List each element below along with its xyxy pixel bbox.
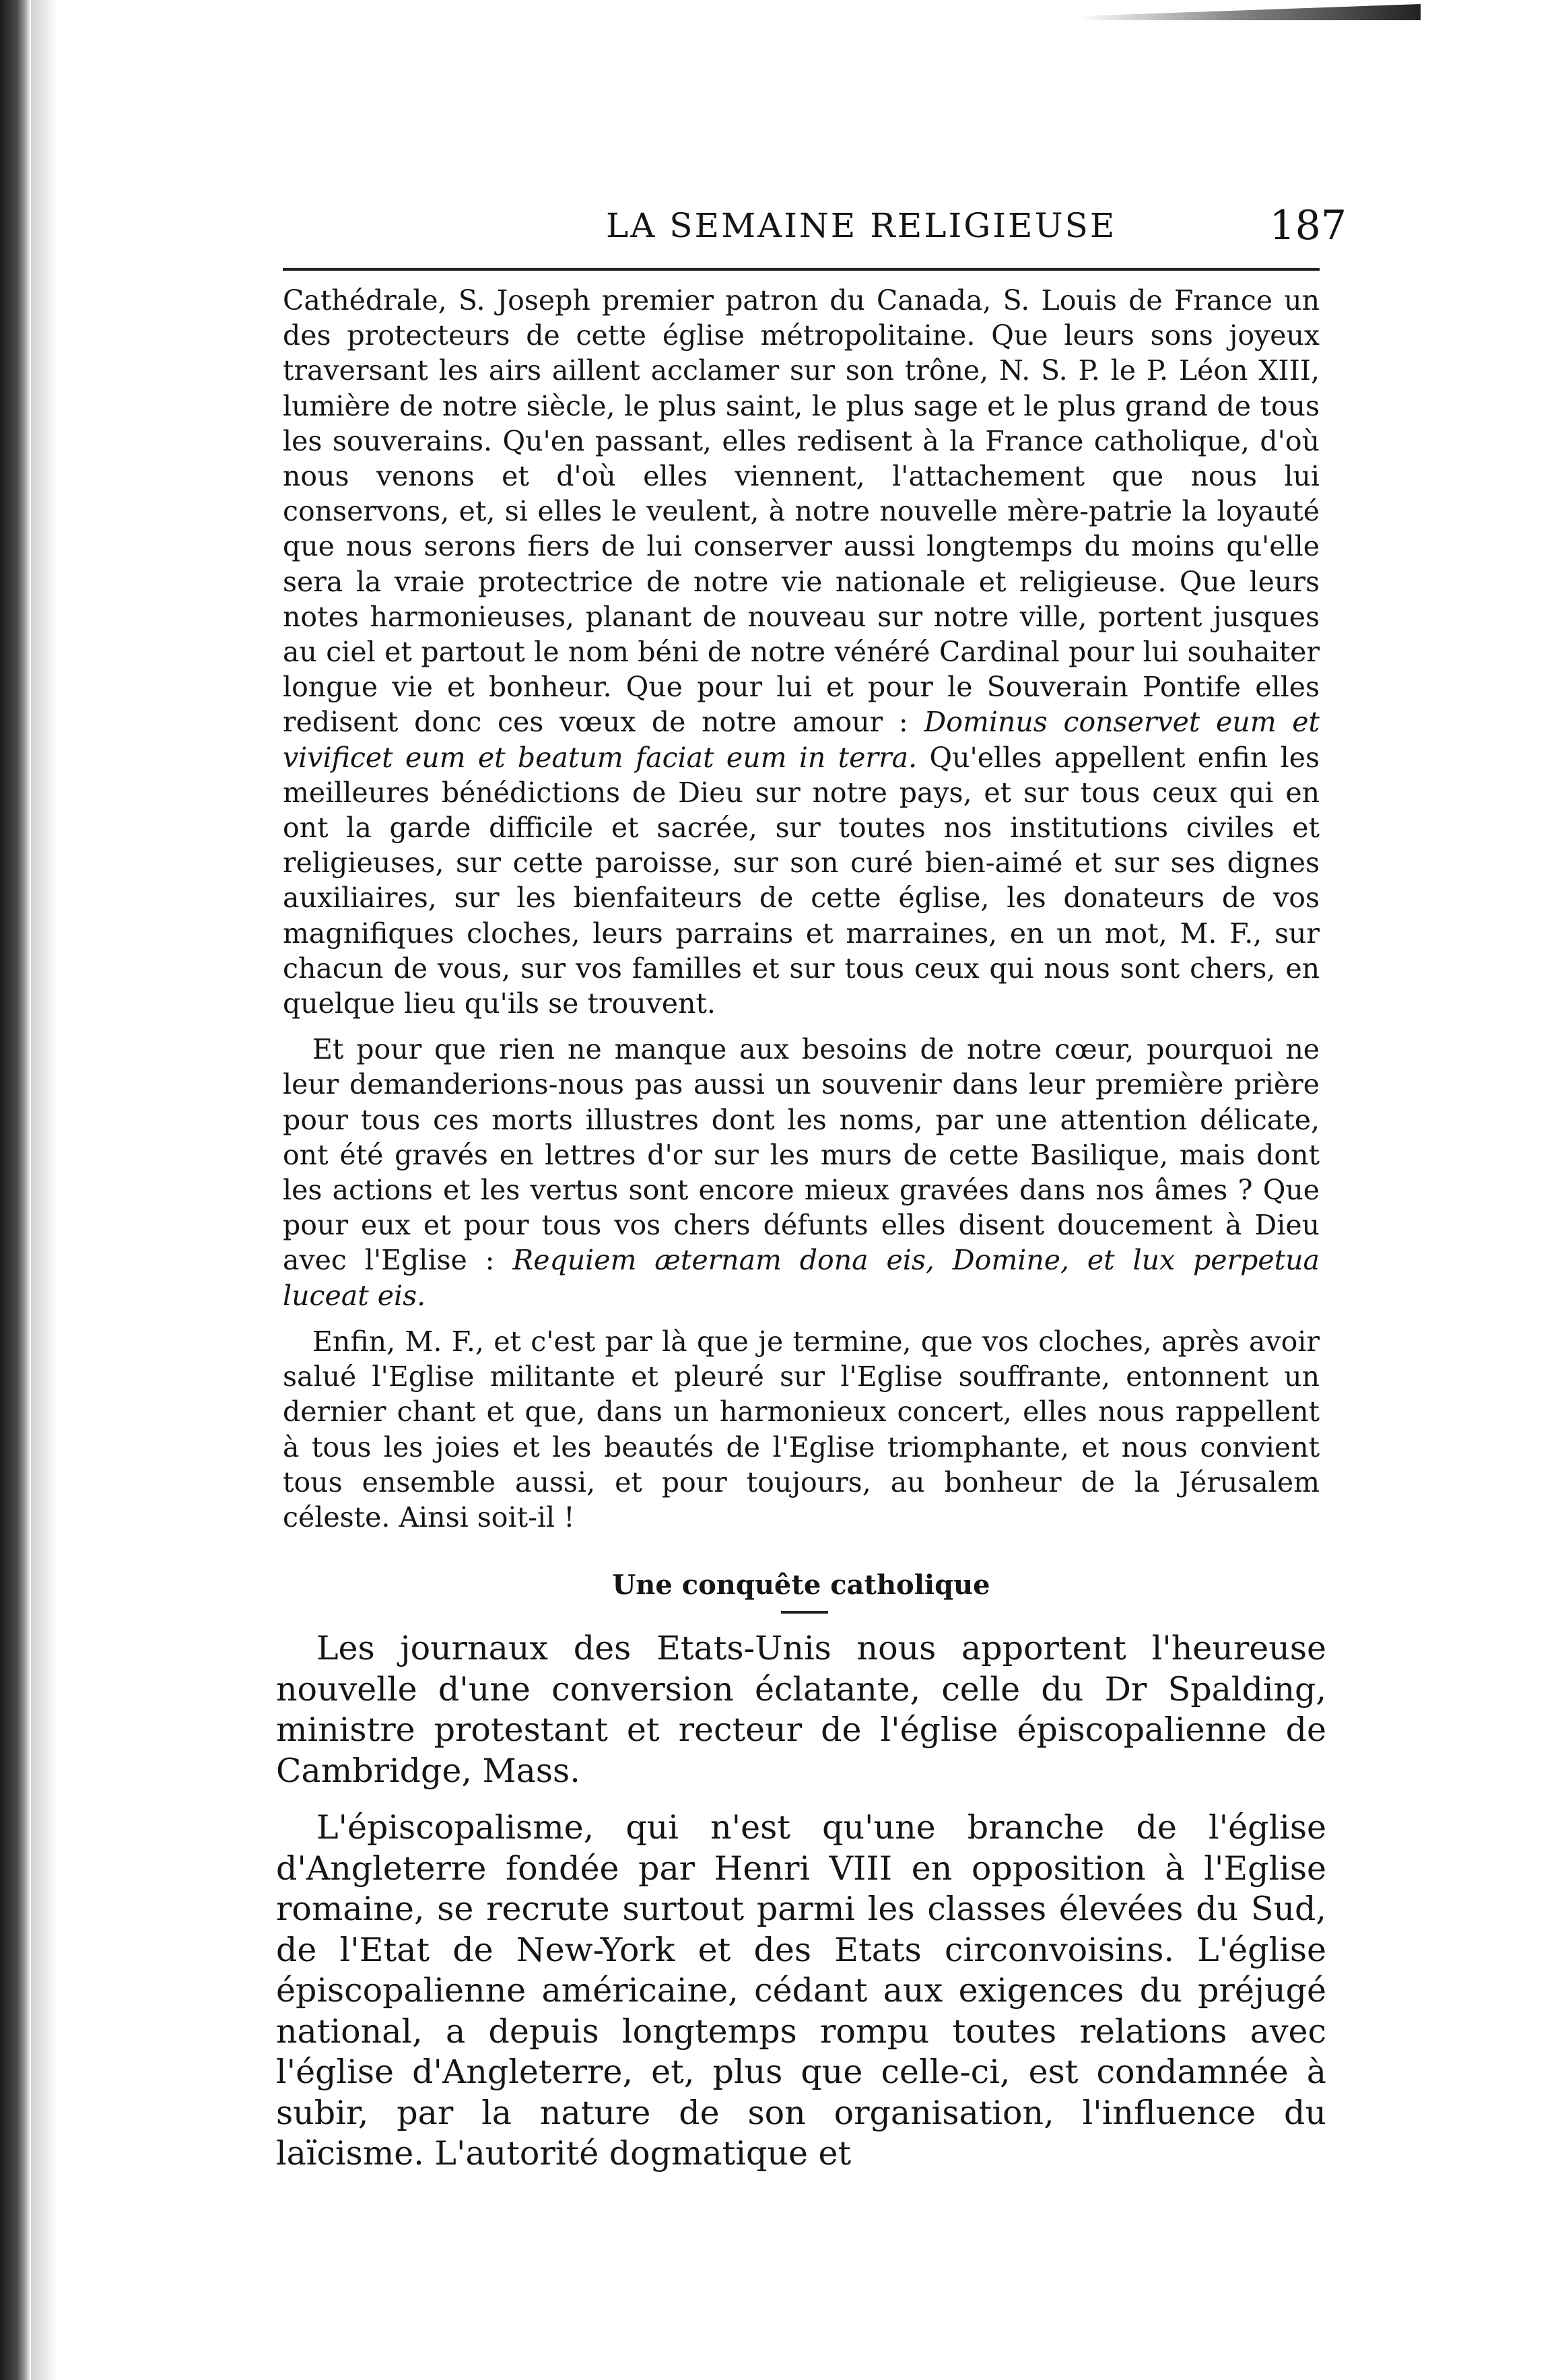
title-rule xyxy=(781,1611,828,1614)
article-paragraph-2: L'épiscopalisme, qui n'est qu'une branche de l'église d'Angleterre fondée par Henri VIII en opposition à l'Eglise romaine, se recrute surtout parmi les classes élevées du Sud, de l'Etat de New-York et des Etats circonvoisins. L'église épiscopalienne américaine, cédant aux exigences du préjugé national, a depuis longtemps rompu toutes relations avec l'église d'Angleterre, et, plus que celle-ci, est condamnée à subir, par la nature de son organisation, l'influence du laïcisme. L'autorité dogmatique et xyxy=(276,1808,1326,2173)
article-paragraph-1: Les journaux des Etats-Unis nous apportent l'heureuse nouvelle d'une conversion éclatante, celle du Dr Spalding, ministre protestant et recteur de l'église épiscopalienne de Cambridge, Mass. xyxy=(276,1629,1326,1790)
latin-requiem: Requiem æternam dona eis, Domine, et lux perpetua luceat eis. xyxy=(283,1244,1320,1312)
sermon-text xyxy=(283,283,1320,1546)
page-number: 187 xyxy=(1269,202,1347,249)
header-rule xyxy=(283,268,1320,271)
running-title: LA SEMAINE RELIGIEUSE xyxy=(606,206,1117,245)
sermon-p2-text: Et pour que rien ne manque aux besoins de notre cœur, pourquoi ne leur demanderions-nous pas aussi un souvenir dans leur première prière pour tous ces morts illustres dont les noms, par une attention délicate, ont été gravés en lettres d'or sur les murs de cette Basilique, mais dont les actions et les vertus sont encore mieux gravées dans nos âmes ? Que pour eux et pour tous vos chers défunts elles disent doucement à Dieu avec l'Eglise : xyxy=(283,1033,1320,1277)
article-title: Une conquête catholique xyxy=(612,1569,990,1601)
sermon-paragraph-3: Enfin, M. F., et c'est par là que je termine, que vos cloches, après avoir salué l'Eglise militante et pleuré sur l'Eglise souffrante, entonnent un dernier chant et que, dans un harmonieux concert, elles nous rappellent à tous les joies et les beautés de l'Eglise triomphante, et nous convient tous ensemble aussi, et pour toujours, au bonheur de la Jérusalem céleste. Ainsi soit-il ! xyxy=(283,1325,1320,1533)
scan-corner-mark xyxy=(1077,4,1421,20)
article-text xyxy=(276,1628,1326,2191)
latin-blessing: Dominus conservet eum et vivificet eum et beatum faciat eum in terra. xyxy=(283,706,1320,774)
page-header xyxy=(283,202,1347,256)
book-spine-shadow xyxy=(0,0,31,2380)
sermon-paragraph-1 xyxy=(283,283,1320,1021)
sermon-p1-rest: Qu'elles appellent enfin les meilleures bénédictions de Dieu sur notre pays, et sur tous ceux qui en ont la garde difficile et sacrée, sur toutes nos institutions civiles et religieuses, sur cette paroisse, sur son curé bien-aimé et sur ses dignes auxiliaires, sur les bienfaiteurs de cette église, les donateurs de vos magnifiques cloches, leurs parrains et marraines, en un mot, M. F., sur chacun de vous, sur vos familles et sur tous ceux qui nous sont chers, en quelque lieu qu'ils se trouvent. xyxy=(283,741,1320,1020)
gutter-shadow xyxy=(31,0,58,2380)
sermon-paragraph-2 xyxy=(283,1032,1320,1313)
sermon-p1-text: Cathédrale, S. Joseph premier patron du Canada, S. Louis de France un des protecteurs de cette église métropolitaine. Que leurs sons joyeux traversant les airs aillent acclamer sur son trône, N. S. P. le P. Léon XIII, lumière de notre siècle, le plus saint, le plus sage et le plus grand de tous les souverains. Qu'en passant, elles redisent à la France catholique, d'où nous venons et d'où elles viennent, l'attachement que nous lui conservons, et, si elles le veulent, à notre nouvelle mère-patrie la loyauté que nous serons fiers de lui conserver aussi longtemps du moins qu'elle sera la vraie protectrice de notre vie nationale et religieuse. Que leurs notes harmonieuses, planant de nouveau sur notre ville, portent jusques au ciel et partout le nom béni de notre vénéré Cardinal pour lui souhaiter longue vie et bonheur. Que pour lui et pour le Souverain Pontife elles redisent donc ces vœux de notre amour : xyxy=(283,284,1320,739)
